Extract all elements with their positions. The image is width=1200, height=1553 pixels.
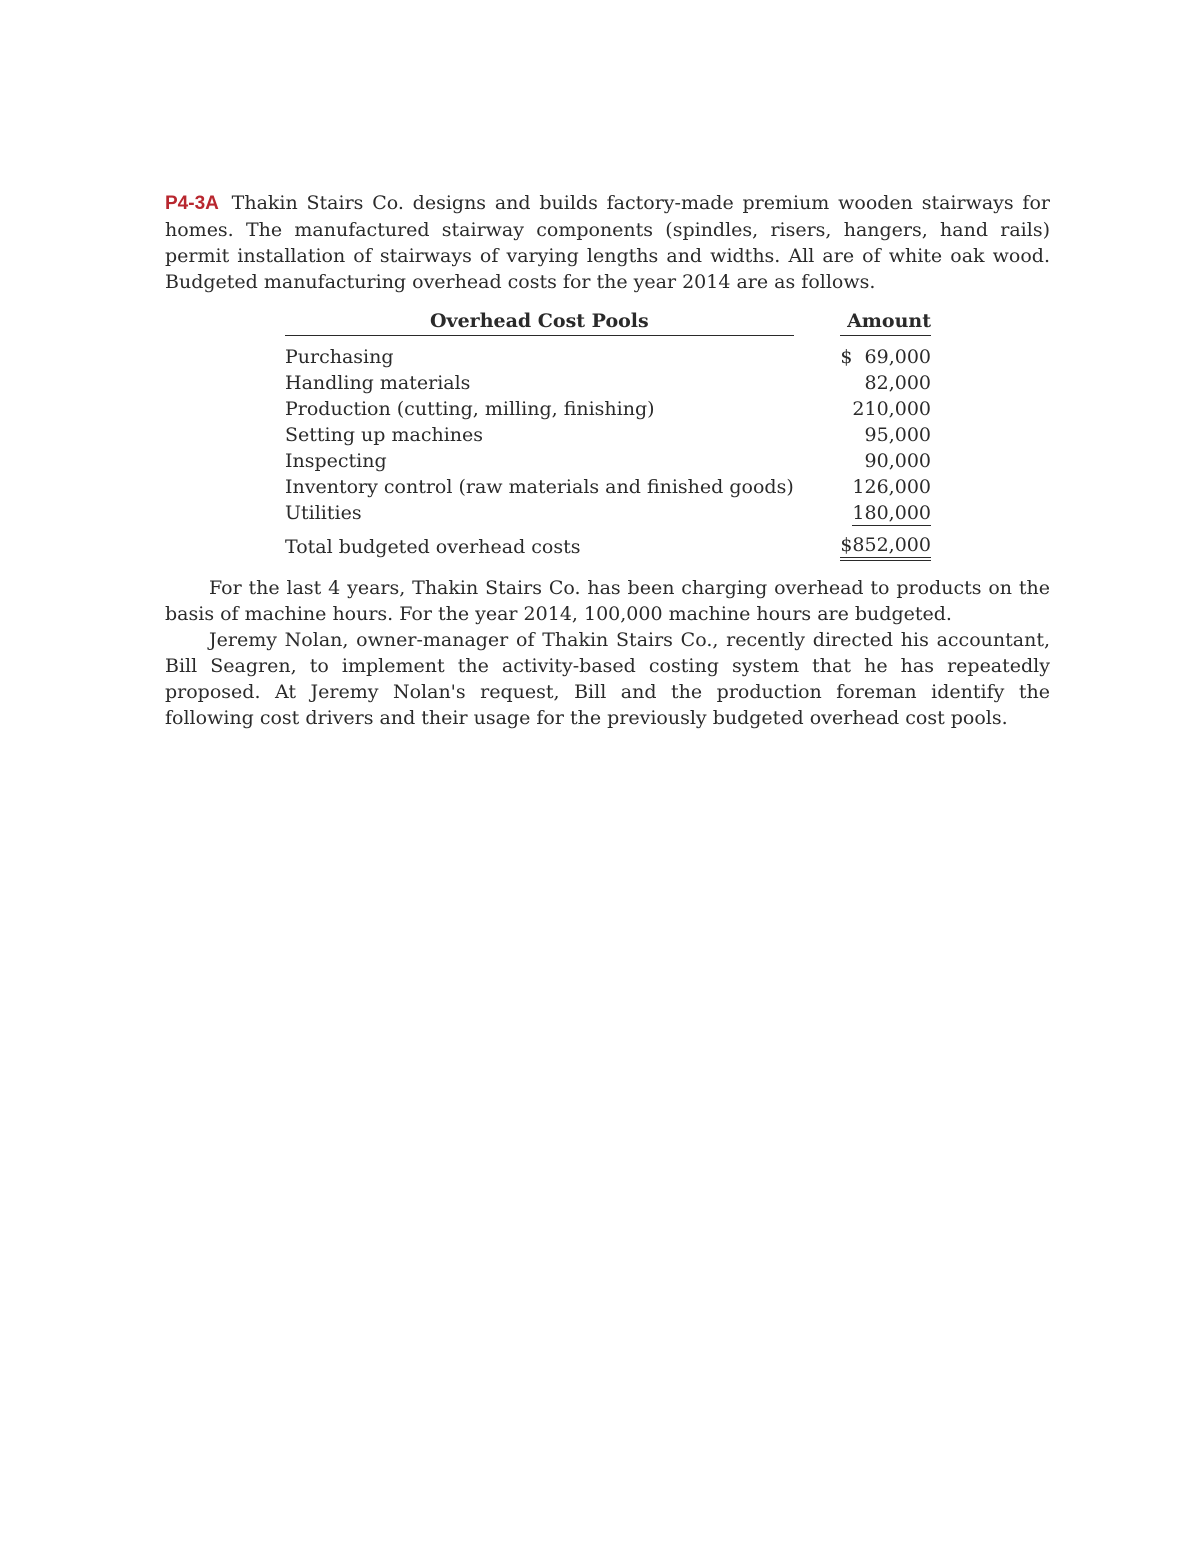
overhead-cost-table [285,309,931,561]
table-row [285,336,931,371]
table-row [285,500,931,526]
header-amount: Amount [840,309,931,336]
table-total-row [285,526,931,561]
table-row [285,474,931,500]
cost-pool-amount: $ 69,000 [840,346,931,368]
header-overhead-cost-pools: Overhead Cost Pools [285,309,794,336]
cost-pool-amount: 126,000 [852,476,931,498]
cost-pool-name: Utilities [285,502,362,524]
cost-pool-amount: 90,000 [864,450,931,472]
body-paragraph: Jeremy Nolan, owner-manager of Thakin Stairs Co., recently directed his accountant, Bill Seagren, to implement the activity-based costing system that he has repeatedly proposed. At Jeremy Nolan's request, Bill and the production foreman identify the following cost drivers and their usage for the previously budgeted overhead cost pools. [165,629,1050,729]
problem-intro-paragraph [165,190,1050,295]
table-row [285,448,931,474]
cost-pool-amount: 95,000 [864,424,931,446]
problem-id: P4-3A [165,193,219,214]
problem-content [165,190,1050,731]
body-paragraph: For the last 4 years, Thakin Stairs Co. has been charging overhead to products on the basis of machine hours. For the year 2014, 100,000 machine hours are budgeted. [165,577,1050,625]
cost-pool-name: Purchasing [285,346,394,368]
cost-pool-name: Production (cutting, milling, finishing) [285,398,655,420]
total-amount: $852,000 [840,526,931,561]
table-row [285,422,931,448]
cost-pool-amount: 180,000 [852,502,931,524]
cost-pool-amount: 210,000 [852,398,931,420]
cost-pool-amount: 82,000 [864,372,931,394]
table-row [285,370,931,396]
table-row [285,396,931,422]
cost-pool-name: Handling materials [285,372,471,394]
total-label: Total budgeted overhead costs [285,535,581,558]
cost-pool-name: Setting up machines [285,424,484,446]
problem-intro-text: Thakin Stairs Co. designs and builds factory-made premium wooden stairways for homes. The manufactured stairway components (spindles, risers, hangers, hand rails) permit installation of stairways of varying lengths and widths. All are of white oak wood. Budgeted manufacturing overhead costs for the year 2014 are as follows. [165,192,1050,293]
cost-pool-name: Inspecting [285,450,387,472]
cost-pool-name: Inventory control (raw materials and finished goods) [285,476,794,498]
